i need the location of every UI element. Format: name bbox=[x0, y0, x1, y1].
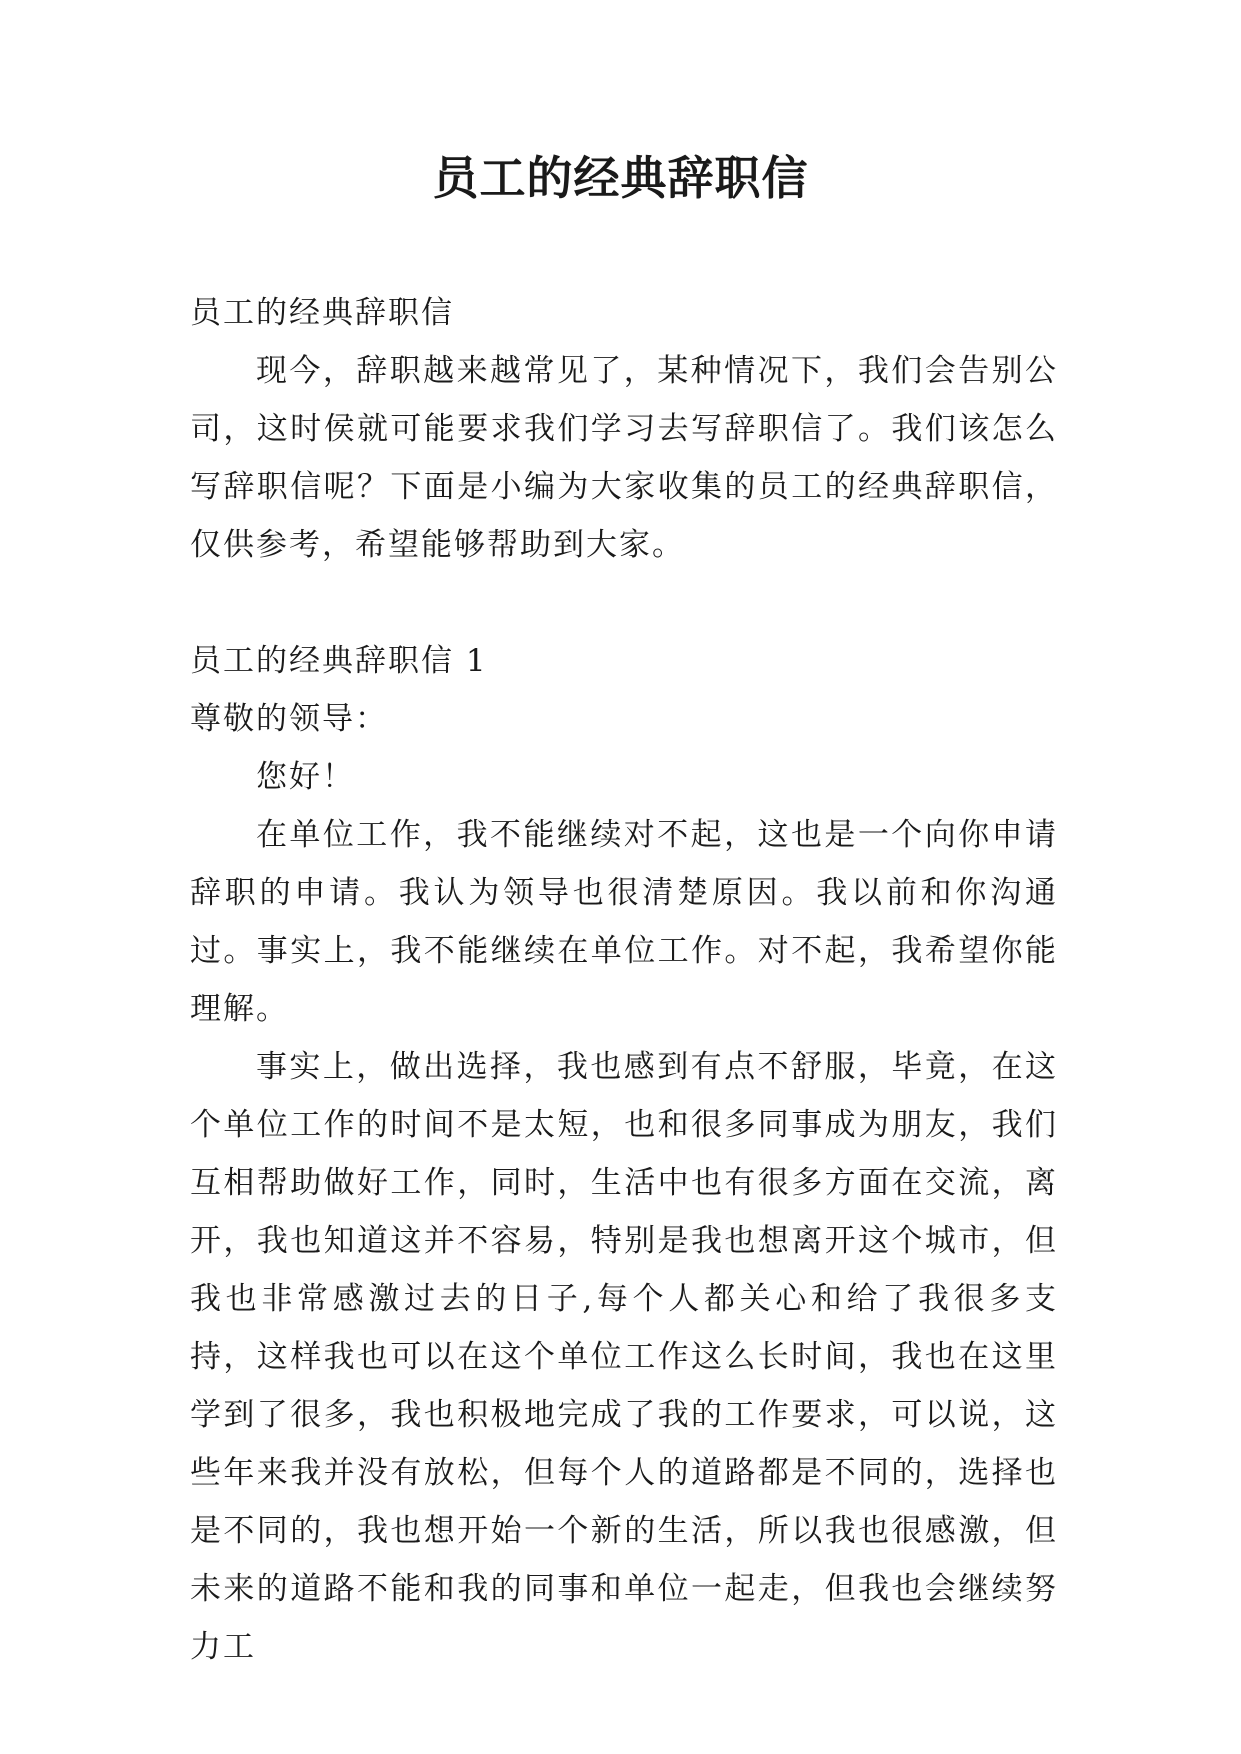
intro-paragraph: 现今，辞职越来越常见了，某种情况下，我们会告别公司，这时侯就可能要求我们学习去写辞职信了。我们该怎么写辞职信呢？下面是小编为大家收集的员工的经典辞职信，仅供参考，希望能够帮助到大家。 bbox=[190, 353, 1058, 563]
document-body bbox=[190, 284, 1058, 1676]
section-heading: 员工的经典辞职信 1 bbox=[190, 643, 488, 679]
section-spacer bbox=[190, 574, 1058, 632]
body-paragraph-1: 在单位工作，我不能继续对不起，这也是一个向你申请辞职的申请。我认为领导也很清楚原因。我以前和你沟通过。事实上，我不能继续在单位工作。对不起，我希望你能理解。 bbox=[190, 817, 1058, 1027]
salutation: 尊敬的领导： bbox=[190, 701, 388, 737]
document-subtitle: 员工的经典辞职信 bbox=[190, 295, 454, 331]
body-paragraph-2: 事实上，做出选择，我也感到有点不舒服，毕竟，在这个单位工作的时间不是太短，也和很多同事成为朋友，我们互相帮助做好工作，同时，生活中也有很多方面在交流，离开，我也知道这并不容易，特别是我也想离开这个城市，但我也非常感激过去的日子,每个人都关心和给了我很多支持，这样我也可以在这个单位工作这么长时间，我也在这里学到了很多，我也积极地完成了我的工作要求，可以说，这些年来我并没有放松，但每个人的道路都是不同的，选择也是不同的，我也想开始一个新的生活，所以我也很感激，但未来的道路不能和我的同事和单位一起走，但我也会继续努力工 bbox=[190, 1049, 1058, 1665]
page-title: 员工的经典辞职信 bbox=[432, 151, 809, 205]
greeting: 您好！ bbox=[256, 759, 355, 795]
